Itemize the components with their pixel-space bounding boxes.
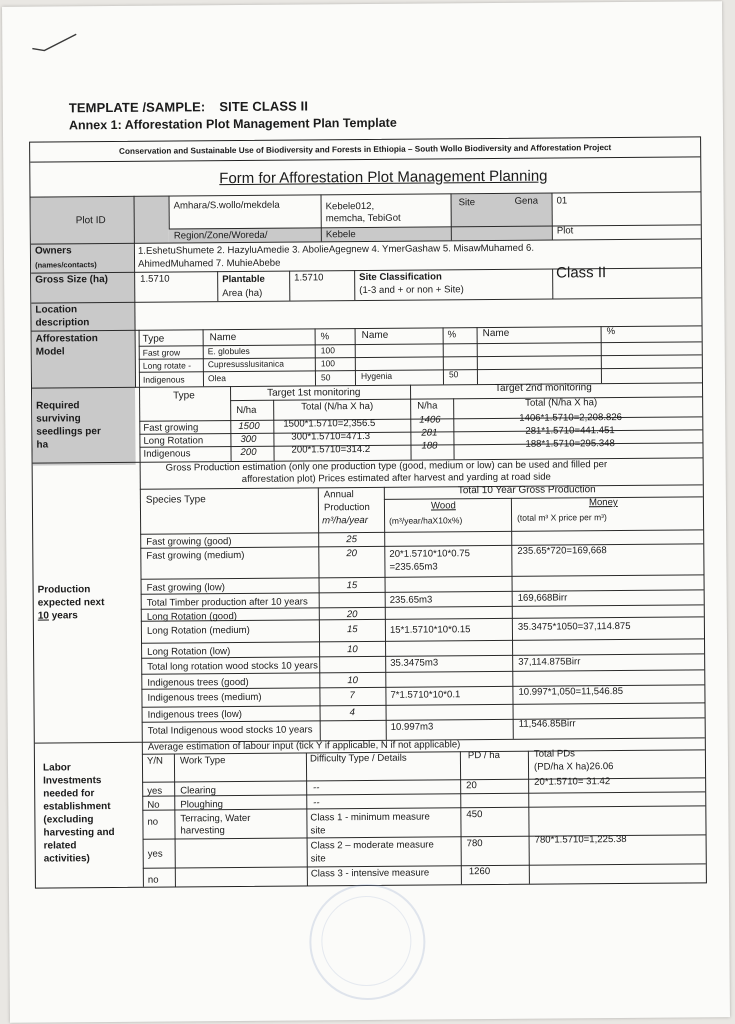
aff-col-name-3: Name: [482, 327, 510, 340]
seed-row-n1: 300: [240, 433, 257, 445]
prod-row-name: Long Rotation (low): [147, 646, 231, 658]
prod-row-name: Total long rotation wood stocks 10 years: [147, 660, 318, 673]
target-1-header: Target 1st monitoring: [267, 387, 361, 399]
labor-row-yn: no: [147, 816, 159, 828]
annual-header-2: Production: [323, 501, 370, 514]
total-10-header: Total 10 Year Gross Production: [457, 484, 596, 497]
seed-row-t2: 1406*1.5710=2,208.826: [519, 411, 623, 424]
labor-label-2: Investments: [43, 775, 102, 787]
project-line: Conservation and Sustainable Use of Biodiversity and Forests in Ethiopia – South Wollo Biodiversity and Afforestation Project: [30, 138, 700, 162]
seed-row-t1: 1500*1.5710=2,356.5: [283, 417, 376, 430]
plantable-label-2: Area (ha): [222, 287, 263, 300]
site-value: Gena: [514, 195, 539, 207]
labor-row-difficulty: Class 3 - intensive measure: [310, 867, 430, 880]
afforestation-label: Afforestation: [35, 333, 98, 345]
prod-row-name: Indigenous trees (medium): [147, 691, 262, 704]
plantable-label: Plantable: [222, 273, 265, 286]
prod-row-name: Fast growing (good): [146, 536, 232, 548]
seed-row-t1: 200*1.5710=314.2: [291, 443, 371, 456]
plotid-shade: [134, 197, 169, 243]
prod-row-name: Indigenous trees (good): [147, 676, 249, 689]
prod-row-annual: 20: [346, 548, 358, 560]
plot-label: Plot: [556, 225, 574, 237]
prod-row-wood: 235.65m3: [389, 594, 433, 606]
prod-row-annual: 15: [346, 624, 358, 636]
prod-row-annual: 7: [349, 690, 355, 702]
line: [354, 270, 355, 300]
labor-col-pd: PD / ha: [467, 749, 500, 762]
labor-label: Labor: [42, 762, 71, 774]
prod-row-wood-2: =235.65m3: [389, 561, 438, 573]
target-2-nha: N/ha: [417, 400, 438, 412]
owners-line-1: 1.EshetuShumete 2. HazyluAmedie 3. AbolieAgegnew 4. YmerGashaw 5. MisawMuhamed 6.: [137, 242, 535, 257]
annual-header-3: m³/ha/year: [322, 514, 368, 527]
site-classification-sub: (1-3 and + or non + Site): [359, 284, 464, 297]
seed-row-n2: 188: [421, 440, 438, 452]
labor-col-total: Total PDs: [533, 748, 576, 760]
labor-header: Average estimation of labour input (tick Y if applicable, N if not applicable): [147, 739, 461, 753]
production-label-3: 10 years: [37, 610, 78, 622]
aff-row-name: Cupresusslusitanica: [207, 358, 284, 370]
seed-row-type: Long Rotation: [143, 435, 204, 447]
seed-col-type: Type: [173, 390, 195, 402]
seedlings-label-4: ha: [36, 439, 49, 451]
species-type-header: Species Type: [145, 494, 206, 506]
aff-col-name: Name: [209, 332, 237, 344]
prod-row-wood: 15*1.5710*10*0.15: [389, 624, 471, 636]
site-class-heading: SITE CLASS II: [219, 98, 309, 115]
wood-sub: (m³/year/haX10x%): [389, 515, 463, 526]
labor-col-total-2: (PD/ha X ha)26.06: [533, 761, 614, 773]
seed-row-type: Fast growing: [143, 422, 199, 434]
aff-col-type: Type: [142, 333, 165, 345]
line: [217, 271, 218, 301]
labor-label-8: activities): [43, 853, 90, 865]
location-label-2: description: [35, 317, 90, 329]
pen-mark: [30, 28, 80, 58]
aff-row-type: Fast grow: [142, 347, 181, 358]
labor-label-4: establishment: [43, 801, 111, 813]
annex-heading: Annex 1: Afforestation Plot Management Plan Template: [68, 115, 397, 133]
owners-line-2: AhimedMuhamed 7. MuhieAbebe: [138, 257, 281, 270]
aff-row-pct: 100: [320, 358, 336, 369]
aff-col-pct-3: %: [606, 326, 616, 338]
seed-row-t2: 188*1.5710=295.348: [525, 438, 615, 450]
afforestation-label-2: Model: [35, 346, 65, 358]
labor-label-3: needed for: [43, 788, 95, 800]
labor-row-work: Terracing, Water: [180, 812, 251, 825]
target-1-nha: N/ha: [236, 404, 257, 417]
labor-label-7: related: [43, 840, 77, 852]
kebele-label: Kebele: [325, 229, 356, 241]
prod-row-money: 169,668Birr: [517, 592, 568, 604]
prod-row-money: 235.65*720=169,668: [517, 545, 607, 557]
aff-row-pct-2: 50: [448, 369, 459, 380]
prod-row-annual: 15: [346, 580, 358, 592]
labor-row-yn: yes: [147, 848, 163, 860]
labor-row-difficulty: --: [313, 797, 320, 809]
prod-row-wood: 10.997m3: [390, 721, 434, 733]
labor-row-pd: 1260: [468, 866, 491, 878]
line: [289, 271, 290, 301]
labor-label-6: harvesting and: [43, 826, 115, 839]
labor-col-work: Work Type: [179, 755, 226, 767]
labor-row-pd: 20: [466, 780, 477, 792]
labor-row-total: 780*1.5710=1,225.38: [534, 833, 627, 846]
prod-row-wood: 7*1.5710*10*0.1: [390, 689, 461, 701]
kebele-value-2: memcha, TebiGot: [325, 212, 401, 225]
seedlings-label: Required: [36, 400, 80, 412]
faded-stamp-inner: [321, 896, 412, 987]
seed-row-n2: 1406: [419, 414, 441, 426]
labor-row-difficulty-2: site: [310, 853, 326, 865]
production-note: Gross Production estimation (only one production type (good, medium or low) can be used and filled per: [165, 459, 608, 474]
prod-row-money: 11,546.85Birr: [518, 718, 576, 730]
money-sub: (total m³ X price per m³): [517, 512, 607, 523]
annual-header: Annual: [323, 489, 354, 501]
gross-size-value: 1.5710: [140, 273, 170, 285]
prod-row-name: Indigenous trees (low): [147, 708, 243, 721]
aff-row-name-2: Hygenia: [360, 370, 393, 382]
prod-row-money: 37,114.875Birr: [518, 656, 581, 668]
labor-row-pd: 450: [466, 809, 483, 821]
prod-row-annual: 10: [347, 675, 359, 687]
prod-row-annual: 25: [346, 534, 357, 546]
prod-row-annual: 10: [347, 644, 358, 656]
prod-row-name: Total Timber production after 10 years: [146, 596, 308, 609]
aff-col-name-2: Name: [361, 329, 389, 342]
kebele-value: Kebele012,: [325, 200, 375, 213]
prod-row-money: 10.997*1,050=11,546.85: [518, 685, 624, 698]
prod-row-name: Long Rotation (medium): [146, 624, 250, 637]
owners-label: Owners: [34, 245, 72, 257]
labor-row-yn: yes: [147, 785, 163, 797]
region-label: Region/Zone/Woreda/: [173, 229, 268, 242]
plantable-value: 1.5710: [294, 272, 324, 284]
gross-size-label: Gross Size (ha): [35, 274, 109, 286]
aff-row-name: E. globules: [207, 345, 250, 357]
production-label-2: expected next: [37, 597, 105, 609]
seed-row-t2: 281*1.5710=441.451: [525, 425, 615, 437]
owners-sublabel: (names/contacts): [35, 260, 97, 270]
prod-row-name: Fast growing (medium): [146, 549, 245, 562]
labor-row-difficulty: Class 2 – moderate measure: [310, 839, 434, 852]
seed-row-t1: 300*1.5710=471.3: [291, 430, 371, 443]
region-value: Amhara/S.wollo/mekdela: [173, 199, 280, 212]
wood-header: Wood: [430, 500, 456, 512]
prod-row-money: 35.3475*1050=37,114.875: [517, 620, 631, 633]
prod-row-wood: 35.3475m3: [390, 657, 439, 669]
seed-row-n2: 281: [421, 427, 438, 439]
labor-row-yn: No: [147, 799, 160, 811]
production-note-2: afforestation plot) Prices estimated after harvest and yarding at road side: [241, 471, 551, 485]
prod-row-name: Total Indigenous wood stocks 10 years: [147, 724, 313, 737]
site-label: Site: [458, 197, 476, 209]
seed-row-n1: 200: [240, 446, 257, 458]
prod-row-name: Long Rotation (good): [146, 611, 238, 623]
money-header: Money: [588, 497, 618, 509]
seedlings-label-3: seedlings per: [36, 426, 101, 438]
production-label: Production: [37, 584, 91, 596]
labor-row-work: Clearing: [180, 785, 216, 797]
labor-row-difficulty-2: site: [310, 825, 326, 837]
seedlings-label-2: surviving: [36, 413, 81, 425]
prod-row-wood: 20*1.5710*10*0.75: [389, 548, 470, 560]
aff-row-name: Olea: [207, 373, 226, 384]
aff-col-pct: %: [320, 331, 330, 343]
seed-row-type: Indigenous: [143, 448, 191, 460]
plot-number: 01: [556, 195, 568, 207]
labor-label-5: (excluding: [43, 814, 94, 826]
prod-row-annual: 4: [349, 707, 355, 719]
template-sample-label: TEMPLATE /SAMPLE:: [68, 99, 206, 116]
labor-row-yn: no: [147, 874, 159, 886]
labor-row-pd: 780: [466, 838, 483, 850]
aff-row-pct: 100: [320, 345, 335, 356]
form-title: Form for Afforestation Plot Management Planning: [219, 167, 548, 188]
labor-row-work: Ploughing: [180, 799, 224, 811]
aff-col-pct-2: %: [447, 329, 457, 341]
target-2-total: Total (N/ha X ha): [525, 397, 598, 409]
labor-row-difficulty: Class 1 - minimum measure: [310, 811, 430, 824]
aff-row-type: Indigenous: [142, 374, 185, 385]
plot-id-label: Plot ID: [75, 215, 106, 227]
seed-row-n1: 1500: [238, 420, 260, 432]
labor-row-difficulty: --: [313, 782, 320, 794]
site-classification-label: Site Classification: [359, 271, 442, 284]
document-page: [2, 1, 730, 1023]
labor-row-total: 20*1.5710= 31.42: [534, 776, 611, 788]
labor-col-difficulty: Difficulty Type / Details: [309, 752, 407, 765]
target-1-total: Total (N/ha X ha): [301, 400, 374, 413]
aff-row-type: Long rotate -: [142, 360, 192, 371]
labor-row-work-2: harvesting: [180, 825, 225, 837]
prod-row-annual: 20: [346, 609, 358, 621]
target-2-header: Target 2nd monitoring: [494, 382, 592, 394]
labor-col-yn: Y/N: [146, 755, 163, 767]
template-heading: [69, 98, 308, 115]
site-class-value: Class II: [556, 264, 607, 282]
location-label: Location: [35, 304, 78, 316]
aff-row-pct: 50: [320, 372, 331, 383]
prod-row-name: Fast growing (low): [146, 582, 226, 594]
